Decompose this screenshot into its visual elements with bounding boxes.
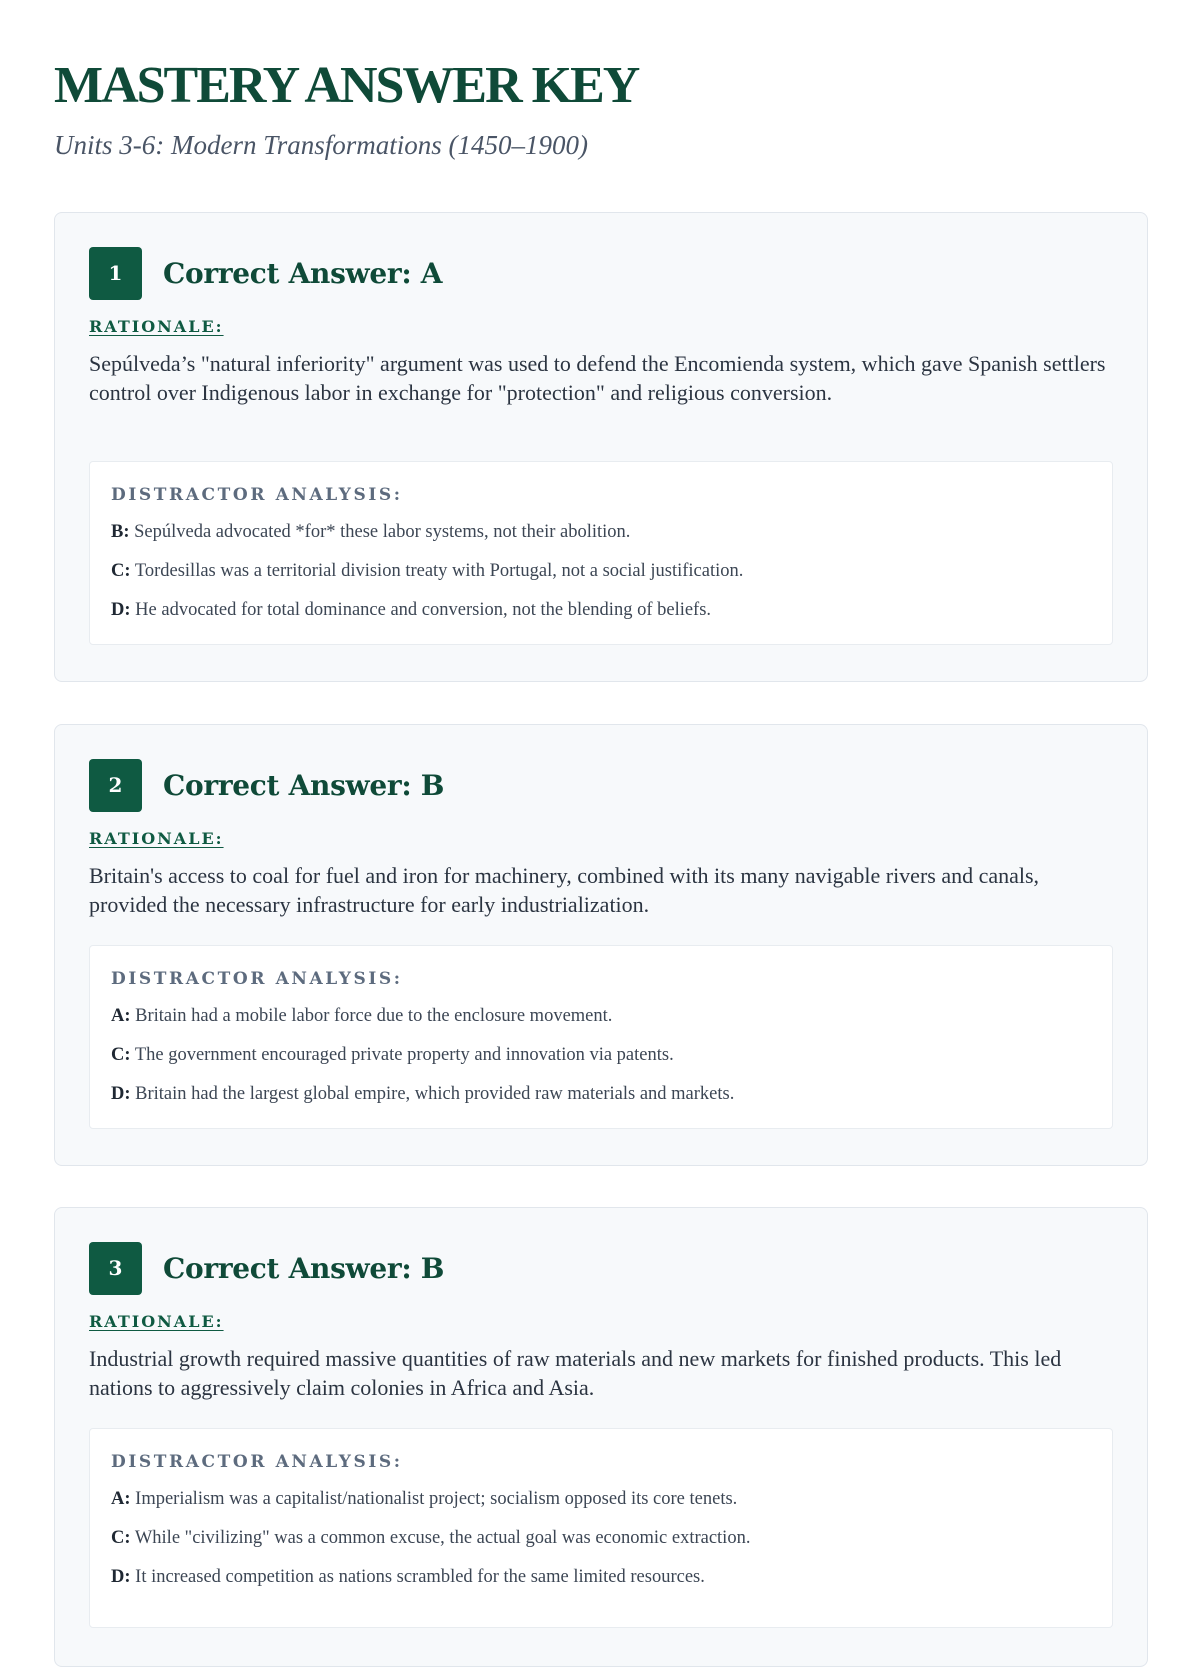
distractor-text: Britain had the largest global empire, which provided raw materials and markets. [135,1084,735,1104]
distractor-text: Tordesillas was a territorial division treaty with Portugal, not a social justification. [134,561,744,581]
distractor-item [111,559,1091,583]
distractor-item [111,1082,1091,1106]
rationale-text: Sepúlveda’s "natural inferiority" argument was used to defend the Encomienda system, which gave Spanish settlers control over Indigenous labor in exchange for "protection" and religious conversion. [89,351,1106,405]
distractor-option: C: [111,561,131,581]
distractor-option: D: [111,1084,131,1104]
distractor-text: Britain had a mobile labor force due to the enclosure movement. [135,1006,613,1026]
correct-answer: Correct Answer: B [163,1251,445,1285]
distractor-option: B: [111,522,130,542]
rationale-label: RATIONALE: [89,1312,224,1331]
distractor-text: He advocated for total dominance and conversion, not the blending of beliefs. [135,600,712,620]
rationale-text: Industrial growth required massive quantities of raw materials and new markets for finished products. This led nations to aggressively claim colonies in Africa and Asia. [89,1346,1062,1400]
question-header [89,1242,1113,1294]
rationale-label: RATIONALE: [89,317,224,336]
distractor-analysis-box [89,1428,1113,1628]
distractor-text: The government encouraged private property and innovation via patents. [134,1045,674,1065]
distractor-text: It increased competition as nations scrambled for the same limited resources. [135,1567,705,1587]
correct-answer: Correct Answer: B [163,768,445,802]
distractor-analysis-box [89,945,1113,1129]
distractor-item [111,1487,1091,1511]
distractor-item [111,1526,1091,1550]
distractor-option: A: [111,1006,131,1026]
rationale-label: RATIONALE: [89,829,224,848]
distractor-text: While "civilizing" was a common excuse, the actual goal was economic extraction. [134,1528,751,1548]
distractor-item [111,520,1091,544]
page-subtitle: Units 3-6: Modern Transformations (1450–1900) [54,130,589,160]
distractor-option: C: [111,1045,131,1065]
distractor-text: Sepúlveda advocated *for* these labor systems, not their abolition. [134,522,631,542]
distractor-analysis-box [89,461,1113,645]
distractor-list [111,520,1091,622]
distractor-option: A: [111,1489,131,1509]
distractor-text: Imperialism was a capitalist/nationalist project; socialism opposed its core tenets. [135,1489,738,1509]
distractor-label: DISTRACTOR ANALYSIS: [111,485,403,505]
question-number-badge: 1 [89,247,142,300]
distractor-item [111,1004,1091,1028]
page-title: MASTERY ANSWER KEY [54,57,639,114]
question-header [89,247,1113,299]
question-card-1 [54,212,1148,682]
distractor-option: D: [111,1567,131,1587]
question-number-badge: 2 [89,759,142,812]
question-number-badge: 3 [89,1242,142,1295]
distractor-list [111,1487,1091,1589]
rationale-text: Britain's access to coal for fuel and iron for machinery, combined with its many navigable rivers and canals, provided the necessary infrastructure for early industrialization. [89,863,1040,917]
correct-answer: Correct Answer: A [163,256,443,290]
distractor-option: C: [111,1528,131,1548]
question-header [89,759,1113,811]
distractor-label: DISTRACTOR ANALYSIS: [111,969,403,989]
distractor-label: DISTRACTOR ANALYSIS: [111,1452,403,1472]
distractor-list [111,1004,1091,1106]
distractor-item [111,1565,1091,1589]
distractor-item [111,598,1091,622]
distractor-option: D: [111,600,131,620]
distractor-item [111,1043,1091,1067]
question-card-3 [54,1207,1148,1667]
question-card-2 [54,724,1148,1166]
